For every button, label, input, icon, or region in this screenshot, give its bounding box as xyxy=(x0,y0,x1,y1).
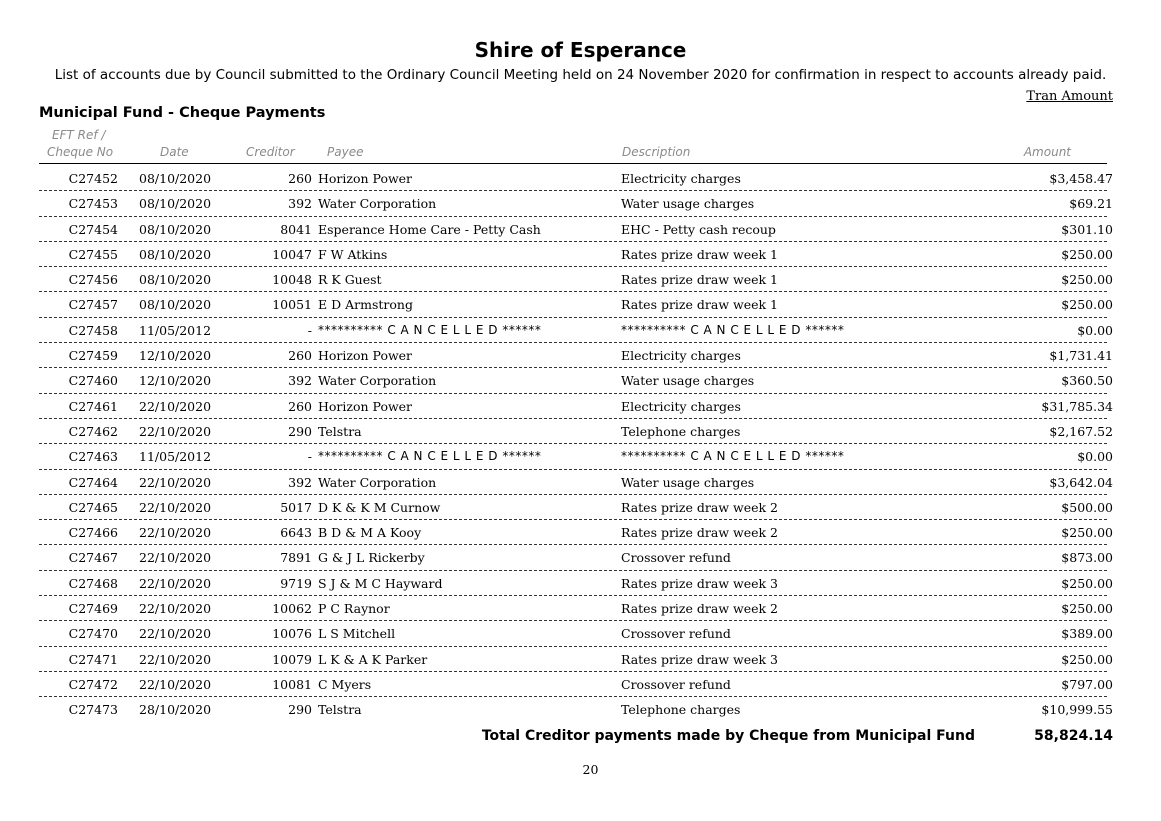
creditor-id: 290 xyxy=(288,423,312,439)
payment-amount: $250.00 xyxy=(1061,246,1113,262)
payment-description: Water usage charges xyxy=(621,196,755,212)
payment-date: 22/10/2020 xyxy=(139,423,212,439)
table-row xyxy=(0,292,1161,317)
payment-amount: $250.00 xyxy=(1061,272,1113,288)
payment-description: Crossover refund xyxy=(621,550,731,566)
payment-description: Water usage charges xyxy=(621,373,755,389)
creditor-id: - xyxy=(307,449,312,465)
table-row xyxy=(0,267,1161,292)
payment-amount: $3,458.47 xyxy=(1049,171,1113,186)
payee-name: ********** C A N C E L L E D ****** xyxy=(318,322,542,337)
payment-description: Electricity charges xyxy=(621,398,741,414)
payment-description: ********** C A N C E L L E D ****** xyxy=(621,449,845,464)
payment-date: 22/10/2020 xyxy=(139,398,212,414)
payee-name: Horizon Power xyxy=(318,398,413,414)
table-row xyxy=(0,672,1161,697)
column-header-description: Description xyxy=(622,145,691,159)
cheque-number: C27453 xyxy=(68,196,118,212)
table-row xyxy=(0,470,1161,495)
payee-name: Water Corporation xyxy=(318,373,437,389)
creditor-id: 10048 xyxy=(272,272,312,288)
payment-date: 08/10/2020 xyxy=(139,272,212,288)
payment-description: EHC - Petty cash recoup xyxy=(621,221,776,237)
table-row xyxy=(0,368,1161,393)
payment-amount: $301.10 xyxy=(1061,221,1113,237)
table-row xyxy=(0,495,1161,520)
table-row xyxy=(0,571,1161,596)
cheque-number: C27471 xyxy=(68,651,118,667)
cheque-number: C27464 xyxy=(68,474,118,490)
payee-name: E D Armstrong xyxy=(318,297,413,313)
creditor-id: 260 xyxy=(288,171,312,186)
payment-amount: $2,167.52 xyxy=(1049,423,1113,439)
payee-name: Telstra xyxy=(318,702,362,718)
cheque-number: C27469 xyxy=(68,601,118,617)
payee-name: D K & K M Curnow xyxy=(318,499,441,515)
payment-amount: $31,785.34 xyxy=(1041,398,1113,414)
creditor-id: 6643 xyxy=(280,525,312,541)
table-row xyxy=(0,166,1161,191)
payee-name: S J & M C Hayward xyxy=(318,575,443,591)
payment-description: Electricity charges xyxy=(621,348,741,364)
cheque-number: C27467 xyxy=(68,550,118,566)
payment-description: Rates prize draw week 3 xyxy=(621,575,778,591)
cheque-number: C27472 xyxy=(68,676,118,692)
creditor-id: - xyxy=(307,322,312,338)
cheque-number: C27457 xyxy=(68,297,118,313)
payment-amount: $250.00 xyxy=(1061,651,1113,667)
payee-name: C Myers xyxy=(318,676,372,692)
payment-description: Crossover refund xyxy=(621,676,731,692)
payment-date: 08/10/2020 xyxy=(139,171,212,186)
document-title: Shire of Esperance xyxy=(474,38,687,62)
tran-amount-label: Tran Amount xyxy=(1026,89,1113,104)
table-row xyxy=(0,621,1161,646)
column-header-ref-line2: Cheque No xyxy=(47,145,114,159)
payment-description: ********** C A N C E L L E D ****** xyxy=(621,322,845,337)
payment-description: Rates prize draw week 1 xyxy=(621,246,778,262)
payment-amount: $3,642.04 xyxy=(1049,474,1113,490)
payment-description: Rates prize draw week 2 xyxy=(621,499,778,515)
table-row xyxy=(0,697,1161,722)
creditor-id: 10051 xyxy=(272,297,312,313)
payment-date: 22/10/2020 xyxy=(139,499,212,515)
creditor-id: 10079 xyxy=(272,651,312,667)
total-value: 58,824.14 xyxy=(1034,728,1113,744)
payee-name: L K & A K Parker xyxy=(318,651,428,667)
payment-date: 08/10/2020 xyxy=(139,246,212,262)
payment-description: Telephone charges xyxy=(621,423,741,439)
payment-description: Rates prize draw week 1 xyxy=(621,272,778,288)
cheque-number: C27458 xyxy=(68,322,118,338)
payee-name: Telstra xyxy=(318,423,362,439)
cheque-number: C27468 xyxy=(68,575,118,591)
table-row xyxy=(0,444,1161,469)
table-row xyxy=(0,318,1161,343)
payment-date: 22/10/2020 xyxy=(139,525,212,541)
creditor-id: 260 xyxy=(288,398,312,414)
payee-name: B D & M A Kooy xyxy=(318,525,422,541)
payee-name: P C Raynor xyxy=(318,601,390,617)
cheque-number: C27459 xyxy=(68,348,118,364)
creditor-id: 9719 xyxy=(280,575,312,591)
payment-amount: $797.00 xyxy=(1061,676,1113,692)
payment-date: 08/10/2020 xyxy=(139,221,212,237)
payment-amount: $0.00 xyxy=(1077,322,1113,338)
payment-date: 22/10/2020 xyxy=(139,676,212,692)
table-row xyxy=(0,394,1161,419)
payee-name: Horizon Power xyxy=(318,348,413,364)
payee-name: Water Corporation xyxy=(318,474,437,490)
cheque-number: C27461 xyxy=(68,398,118,414)
payment-amount: $250.00 xyxy=(1061,575,1113,591)
payment-date: 22/10/2020 xyxy=(139,626,212,642)
payment-description: Rates prize draw week 2 xyxy=(621,601,778,617)
creditor-id: 392 xyxy=(288,373,312,389)
payee-name: F W Atkins xyxy=(318,246,388,262)
creditor-id: 5017 xyxy=(280,499,312,515)
payment-date: 12/10/2020 xyxy=(139,348,212,364)
creditor-id: 260 xyxy=(288,348,312,364)
payment-date: 22/10/2020 xyxy=(139,651,212,667)
payment-description: Crossover refund xyxy=(621,626,731,642)
payment-amount: $69.21 xyxy=(1069,196,1113,212)
column-header-ref-line1: EFT Ref / xyxy=(52,128,106,142)
table-row xyxy=(0,191,1161,216)
payee-name: Water Corporation xyxy=(318,196,437,212)
creditor-id: 7891 xyxy=(280,550,312,566)
payment-date: 22/10/2020 xyxy=(139,474,212,490)
cheque-number: C27473 xyxy=(68,702,118,718)
creditor-id: 10062 xyxy=(272,601,312,617)
payment-date: 22/10/2020 xyxy=(139,550,212,566)
payment-amount: $873.00 xyxy=(1061,550,1113,566)
payee-name: R K Guest xyxy=(318,272,382,288)
table-row xyxy=(0,545,1161,570)
payment-date: 12/10/2020 xyxy=(139,373,212,389)
creditor-id: 290 xyxy=(288,702,312,718)
payment-amount: $250.00 xyxy=(1061,601,1113,617)
cheque-number: C27452 xyxy=(68,171,118,186)
total-label: Total Creditor payments made by Cheque from Municipal Fund xyxy=(481,728,975,744)
creditor-id: 10081 xyxy=(272,676,312,692)
page-number: 20 xyxy=(582,762,599,777)
payment-description: Water usage charges xyxy=(621,474,755,490)
column-header-date: Date xyxy=(160,145,189,159)
cheque-number: C27460 xyxy=(68,373,118,389)
header-rule xyxy=(39,163,1107,164)
payment-description: Rates prize draw week 3 xyxy=(621,651,778,667)
cheque-number: C27463 xyxy=(68,449,118,465)
payee-name: Horizon Power xyxy=(318,171,413,186)
cheque-number: C27462 xyxy=(68,423,118,439)
cheque-number: C27466 xyxy=(68,525,118,541)
column-header-amount: Amount xyxy=(1023,145,1071,159)
payment-description: Telephone charges xyxy=(621,702,741,718)
payment-date: 11/05/2012 xyxy=(139,322,212,338)
payment-amount: $0.00 xyxy=(1077,449,1113,465)
payment-amount: $250.00 xyxy=(1061,525,1113,541)
payment-date: 22/10/2020 xyxy=(139,601,212,617)
payment-amount: $250.00 xyxy=(1061,297,1113,313)
payment-amount: $1,731.41 xyxy=(1049,348,1113,364)
payment-amount: $389.00 xyxy=(1061,626,1113,642)
column-header-creditor: Creditor xyxy=(246,145,295,159)
cheque-number: C27456 xyxy=(68,272,118,288)
table-row xyxy=(0,217,1161,242)
creditor-id: 392 xyxy=(288,196,312,212)
table-row xyxy=(0,647,1161,672)
payee-name: Esperance Home Care - Petty Cash xyxy=(318,221,541,237)
cheque-number: C27455 xyxy=(68,246,118,262)
payment-date: 11/05/2012 xyxy=(139,449,212,465)
payment-date: 08/10/2020 xyxy=(139,196,212,212)
payee-name: G & J L Rickerby xyxy=(318,550,425,566)
payment-amount: $500.00 xyxy=(1061,499,1113,515)
payments-table xyxy=(0,166,1161,723)
payee-name: L S Mitchell xyxy=(318,626,396,642)
payment-date: 28/10/2020 xyxy=(139,702,212,718)
payment-description: Electricity charges xyxy=(621,171,741,186)
table-row xyxy=(0,520,1161,545)
creditor-id: 8041 xyxy=(280,221,312,237)
cheque-number: C27470 xyxy=(68,626,118,642)
creditor-id: 10076 xyxy=(272,626,312,642)
creditor-id: 392 xyxy=(288,474,312,490)
payee-name: ********** C A N C E L L E D ****** xyxy=(318,449,542,464)
cheque-number: C27465 xyxy=(68,499,118,515)
document-subtitle: List of accounts due by Council submitted to the Ordinary Council Meeting held on 24 November 2020 for confirmation in respect to accounts already paid. xyxy=(54,67,1107,83)
payment-amount: $360.50 xyxy=(1061,373,1113,389)
payment-date: 08/10/2020 xyxy=(139,297,212,313)
table-row xyxy=(0,242,1161,267)
payment-amount: $10,999.55 xyxy=(1041,702,1113,718)
column-header-payee: Payee xyxy=(327,145,364,159)
table-row xyxy=(0,596,1161,621)
section-title: Municipal Fund - Cheque Payments xyxy=(39,105,326,121)
creditor-id: 10047 xyxy=(272,246,312,262)
payment-description: Rates prize draw week 2 xyxy=(621,525,778,541)
payment-description: Rates prize draw week 1 xyxy=(621,297,778,313)
payment-date: 22/10/2020 xyxy=(139,575,212,591)
table-row xyxy=(0,343,1161,368)
cheque-number: C27454 xyxy=(68,221,118,237)
table-row xyxy=(0,419,1161,444)
